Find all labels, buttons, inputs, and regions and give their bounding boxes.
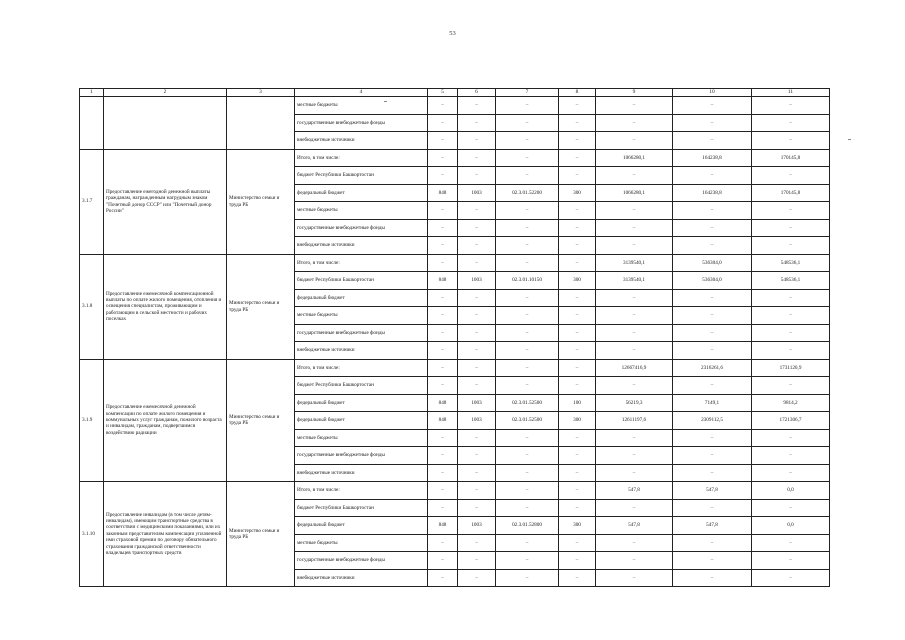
value-cell-c10: – (673, 219, 752, 237)
value-cell-c8: – (559, 237, 596, 255)
value-cell-c7: – (496, 254, 559, 272)
value-cell-c8: – (559, 482, 596, 500)
value-cell-c7: – (496, 377, 559, 395)
value-cell-c6: – (458, 202, 496, 220)
value-cell-c7: – (496, 429, 559, 447)
value-cell-c11: – (752, 237, 830, 255)
value-cell-c8: – (559, 552, 596, 570)
value-cell-c9: – (596, 167, 673, 185)
value-cell-c10: – (673, 167, 752, 185)
value-cell-c5: – (428, 114, 458, 132)
column-number: 8 (559, 89, 596, 97)
value-cell-c11: 9814,2 (752, 394, 830, 412)
value-cell-c9: – (596, 447, 673, 465)
value-cell-c8: – (559, 202, 596, 220)
funding-source: внебюджетные источники (295, 464, 428, 482)
funding-source: бюджет Республики Башкортостан (295, 272, 428, 290)
value-cell-c9: 3139540,1 (596, 272, 673, 290)
scan-speck (848, 139, 851, 140)
value-cell-c6: – (458, 464, 496, 482)
value-cell-c8: – (559, 167, 596, 185)
value-cell-c6: 1003 (458, 272, 496, 290)
responsible-body: Министерство семьи и труда РБ (227, 149, 295, 254)
value-cell-c5: – (428, 254, 458, 272)
value-cell-c5: – (428, 429, 458, 447)
value-cell-c8: – (559, 342, 596, 360)
value-cell-c5: – (428, 569, 458, 587)
value-cell-c6: – (458, 482, 496, 500)
item-code: 3.1.10 (80, 482, 104, 587)
value-cell-c5: 848 (428, 184, 458, 202)
column-number-row (80, 89, 830, 97)
funding-source: государственные внебюджетные фонды (295, 552, 428, 570)
value-cell-c10: – (673, 447, 752, 465)
value-cell-c11: 170145,8 (752, 149, 830, 167)
funding-source: государственные внебюджетные фонды (295, 219, 428, 237)
responsible-body: Министерство семьи и труда РБ (227, 482, 295, 587)
value-cell-c8: – (559, 307, 596, 325)
value-cell-c6: – (458, 132, 496, 150)
value-cell-c6: – (458, 307, 496, 325)
value-cell-c9: – (596, 534, 673, 552)
value-cell-c6: – (458, 324, 496, 342)
value-cell-c7: – (496, 237, 559, 255)
value-cell-c9: 1066280,1 (596, 184, 673, 202)
column-number: 11 (752, 89, 830, 97)
funding-source: местные бюджеты (295, 97, 428, 115)
value-cell-c10: 547,8 (673, 517, 752, 535)
value-cell-c9: – (596, 464, 673, 482)
table-row (80, 97, 830, 115)
value-cell-c8: – (559, 289, 596, 307)
value-cell-c11: – (752, 219, 830, 237)
value-cell-c10: – (673, 569, 752, 587)
column-number: 6 (458, 89, 496, 97)
column-number: 7 (496, 89, 559, 97)
value-cell-c10: – (673, 237, 752, 255)
value-cell-c6: – (458, 97, 496, 115)
value-cell-c11: – (752, 307, 830, 325)
value-cell-c8: – (559, 499, 596, 517)
value-cell-c6: 1003 (458, 517, 496, 535)
value-cell-c5: – (428, 359, 458, 377)
value-cell-c11: 548536,1 (752, 254, 830, 272)
value-cell-c8: – (559, 97, 596, 115)
value-cell-c11: – (752, 97, 830, 115)
value-cell-c11: – (752, 499, 830, 517)
value-cell-c7: – (496, 202, 559, 220)
column-number: 1 (80, 89, 104, 97)
value-cell-c7: – (496, 534, 559, 552)
value-cell-c9: – (596, 377, 673, 395)
value-cell-c5: – (428, 552, 458, 570)
value-cell-c6: 1003 (458, 394, 496, 412)
value-cell-c10: 164238,8 (673, 149, 752, 167)
funding-source: Итого, в том числе: (295, 482, 428, 500)
value-cell-c9: – (596, 97, 673, 115)
value-cell-c10: 164238,8 (673, 184, 752, 202)
value-cell-c11: – (752, 324, 830, 342)
funding-source: бюджет Республики Башкортостан (295, 167, 428, 185)
value-cell-c7: 02.3.01.52200 (496, 184, 559, 202)
item-description (104, 97, 227, 150)
value-cell-c10: – (673, 97, 752, 115)
value-cell-c7: – (496, 132, 559, 150)
value-cell-c9: – (596, 499, 673, 517)
value-cell-c8: – (559, 219, 596, 237)
value-cell-c6: – (458, 377, 496, 395)
value-cell-c7: 02.3.01.52500 (496, 412, 559, 430)
value-cell-c7: – (496, 359, 559, 377)
value-cell-c10: – (673, 552, 752, 570)
funding-source: внебюджетные источники (295, 132, 428, 150)
funding-source: государственные внебюджетные фонды (295, 114, 428, 132)
value-cell-c9: 12667416,9 (596, 359, 673, 377)
value-cell-c10: 2309112,5 (673, 412, 752, 430)
value-cell-c11: 0,0 (752, 517, 830, 535)
value-cell-c8: – (559, 132, 596, 150)
item-description: Предоставление ежегодной денежной выплаты гражданам, награжденным нагрудным знаком "Почетный донор СССР" или "Почетный донор России" (104, 149, 227, 254)
value-cell-c8: 100 (559, 394, 596, 412)
value-cell-c7: – (496, 569, 559, 587)
value-cell-c5: – (428, 97, 458, 115)
value-cell-c5: 848 (428, 272, 458, 290)
value-cell-c5: – (428, 202, 458, 220)
value-cell-c5: – (428, 219, 458, 237)
funding-source: местные бюджеты (295, 534, 428, 552)
budget-table (79, 88, 830, 587)
value-cell-c5: – (428, 324, 458, 342)
value-cell-c10: 7149,1 (673, 394, 752, 412)
funding-source: внебюджетные источники (295, 569, 428, 587)
value-cell-c11: – (752, 429, 830, 447)
item-code: 3.1.8 (80, 254, 104, 359)
value-cell-c7: 02.3.01.52800 (496, 517, 559, 535)
value-cell-c5: 848 (428, 394, 458, 412)
value-cell-c6: – (458, 149, 496, 167)
item-description: Предоставление ежемесячной компенсационной выплаты по оплате жилого помещения, отопления и освещения специалистам, проживающим и работающим в сельской местности и рабочих поселках (104, 254, 227, 359)
value-cell-c8: – (559, 534, 596, 552)
value-cell-c9: 12611197,6 (596, 412, 673, 430)
value-cell-c11: – (752, 569, 830, 587)
value-cell-c8: – (559, 149, 596, 167)
value-cell-c10: 536304,0 (673, 272, 752, 290)
value-cell-c8: – (559, 464, 596, 482)
value-cell-c11: – (752, 342, 830, 360)
funding-source: Итого, в том числе: (295, 359, 428, 377)
value-cell-c9: – (596, 342, 673, 360)
value-cell-c10: 547,8 (673, 482, 752, 500)
value-cell-c10: – (673, 342, 752, 360)
item-code (80, 97, 104, 150)
value-cell-c8: – (559, 359, 596, 377)
value-cell-c9: – (596, 429, 673, 447)
value-cell-c5: – (428, 167, 458, 185)
funding-source: бюджет Республики Башкортостан (295, 499, 428, 517)
value-cell-c8: – (559, 429, 596, 447)
funding-source: местные бюджеты (295, 202, 428, 220)
value-cell-c5: – (428, 377, 458, 395)
value-cell-c10: – (673, 377, 752, 395)
value-cell-c9: – (596, 324, 673, 342)
funding-source: государственные внебюджетные фонды (295, 447, 428, 465)
value-cell-c6: – (458, 254, 496, 272)
funding-source: федеральный бюджет (295, 412, 428, 430)
value-cell-c7: – (496, 499, 559, 517)
responsible-body (227, 97, 295, 150)
value-cell-c7: 02.3.01.10150 (496, 272, 559, 290)
column-number: 3 (227, 89, 295, 97)
value-cell-c7: – (496, 289, 559, 307)
scan-speck (384, 101, 387, 102)
value-cell-c6: 1003 (458, 412, 496, 430)
value-cell-c11: 1731120,9 (752, 359, 830, 377)
value-cell-c9: – (596, 552, 673, 570)
value-cell-c8: 300 (559, 517, 596, 535)
value-cell-c5: – (428, 534, 458, 552)
value-cell-c8: – (559, 447, 596, 465)
value-cell-c8: – (559, 324, 596, 342)
value-cell-c10: 2316261,6 (673, 359, 752, 377)
column-number: 5 (428, 89, 458, 97)
value-cell-c6: – (458, 534, 496, 552)
value-cell-c11: – (752, 289, 830, 307)
value-cell-c11: 548536,1 (752, 272, 830, 290)
value-cell-c8: 300 (559, 184, 596, 202)
value-cell-c7: – (496, 464, 559, 482)
value-cell-c7: – (496, 447, 559, 465)
column-number: 4 (295, 89, 428, 97)
value-cell-c6: – (458, 359, 496, 377)
value-cell-c5: – (428, 464, 458, 482)
table-row (80, 254, 830, 272)
funding-source: федеральный бюджет (295, 184, 428, 202)
column-number: 9 (596, 89, 673, 97)
value-cell-c5: – (428, 237, 458, 255)
responsible-body: Министерство семьи и труда РБ (227, 359, 295, 482)
value-cell-c5: – (428, 342, 458, 360)
value-cell-c5: – (428, 447, 458, 465)
funding-source: внебюджетные источники (295, 237, 428, 255)
funding-source: бюджет Республики Башкортостан (295, 377, 428, 395)
value-cell-c11: – (752, 377, 830, 395)
value-cell-c11: 1721306,7 (752, 412, 830, 430)
value-cell-c6: – (458, 499, 496, 517)
value-cell-c7: – (496, 97, 559, 115)
funding-source: федеральный бюджет (295, 517, 428, 535)
item-code: 3.1.7 (80, 149, 104, 254)
value-cell-c11: 170145,8 (752, 184, 830, 202)
value-cell-c10: – (673, 464, 752, 482)
value-cell-c9: – (596, 569, 673, 587)
value-cell-c11: – (752, 132, 830, 150)
value-cell-c9: – (596, 219, 673, 237)
funding-source: Итого, в том числе: (295, 254, 428, 272)
item-description: Предоставление инвалидам (в том числе детям-инвалидам), имеющим транспортные средства в соответствии с медицинскими показаниями, или их законным представителям компенсации уплаченной ими страховой премии по договору обязательного страхования гражданской ответственности владельцев транспортных средств (104, 482, 227, 587)
value-cell-c9: – (596, 202, 673, 220)
value-cell-c5: – (428, 482, 458, 500)
responsible-body: Министерство семьи и труда РБ (227, 254, 295, 359)
funding-source: государственные внебюджетные фонды (295, 324, 428, 342)
value-cell-c6: – (458, 429, 496, 447)
value-cell-c5: – (428, 289, 458, 307)
table-row (80, 149, 830, 167)
value-cell-c8: – (559, 254, 596, 272)
value-cell-c9: 1066280,1 (596, 149, 673, 167)
value-cell-c5: – (428, 307, 458, 325)
value-cell-c5: 848 (428, 517, 458, 535)
value-cell-c9: – (596, 237, 673, 255)
value-cell-c6: – (458, 237, 496, 255)
value-cell-c7: – (496, 482, 559, 500)
value-cell-c11: – (752, 464, 830, 482)
table-row (80, 359, 830, 377)
column-number: 10 (673, 89, 752, 97)
value-cell-c5: – (428, 499, 458, 517)
value-cell-c9: – (596, 114, 673, 132)
value-cell-c9: 56219,3 (596, 394, 673, 412)
value-cell-c7: – (496, 219, 559, 237)
value-cell-c5: – (428, 132, 458, 150)
value-cell-c6: – (458, 447, 496, 465)
value-cell-c10: – (673, 132, 752, 150)
value-cell-c9: 3139540,1 (596, 254, 673, 272)
value-cell-c9: 547,8 (596, 482, 673, 500)
value-cell-c6: – (458, 289, 496, 307)
value-cell-c7: – (496, 149, 559, 167)
value-cell-c11: – (752, 552, 830, 570)
value-cell-c10: – (673, 429, 752, 447)
value-cell-c8: – (559, 114, 596, 132)
value-cell-c10: 536304,0 (673, 254, 752, 272)
value-cell-c6: 1003 (458, 184, 496, 202)
value-cell-c9: – (596, 132, 673, 150)
value-cell-c7: – (496, 114, 559, 132)
value-cell-c7: – (496, 552, 559, 570)
value-cell-c11: – (752, 534, 830, 552)
funding-source: внебюджетные источники (295, 342, 428, 360)
value-cell-c6: – (458, 167, 496, 185)
value-cell-c7: – (496, 324, 559, 342)
value-cell-c8: – (559, 377, 596, 395)
value-cell-c8: 300 (559, 272, 596, 290)
value-cell-c8: – (559, 569, 596, 587)
funding-source: федеральный бюджет (295, 394, 428, 412)
funding-source: местные бюджеты (295, 307, 428, 325)
value-cell-c10: – (673, 114, 752, 132)
value-cell-c7: – (496, 307, 559, 325)
value-cell-c9: – (596, 289, 673, 307)
funding-source: федеральный бюджет (295, 289, 428, 307)
value-cell-c7: – (496, 342, 559, 360)
value-cell-c11: 0,0 (752, 482, 830, 500)
value-cell-c6: – (458, 342, 496, 360)
table-row (80, 482, 830, 500)
value-cell-c9: – (596, 307, 673, 325)
value-cell-c6: – (458, 569, 496, 587)
value-cell-c6: – (458, 219, 496, 237)
value-cell-c7: 02.3.01.52500 (496, 394, 559, 412)
item-code: 3.1.9 (80, 359, 104, 482)
value-cell-c10: – (673, 499, 752, 517)
funding-source: Итого, в том числе: (295, 149, 428, 167)
value-cell-c6: – (458, 552, 496, 570)
value-cell-c11: – (752, 202, 830, 220)
value-cell-c8: 300 (559, 412, 596, 430)
page-number: 53 (449, 30, 456, 37)
value-cell-c11: – (752, 114, 830, 132)
value-cell-c5: 848 (428, 412, 458, 430)
column-number: 2 (104, 89, 227, 97)
value-cell-c7: – (496, 167, 559, 185)
value-cell-c10: – (673, 202, 752, 220)
value-cell-c6: – (458, 114, 496, 132)
value-cell-c11: – (752, 447, 830, 465)
value-cell-c10: – (673, 534, 752, 552)
item-description: Предоставление ежемесячной денежной компенсации по оплате жилого помещения и коммунальных услуг гражданам, пожилого возраста и инвалидам, гражданам, подвергшимся воздействию радиации (104, 359, 227, 482)
funding-source: местные бюджеты (295, 429, 428, 447)
value-cell-c10: – (673, 307, 752, 325)
value-cell-c5: – (428, 149, 458, 167)
value-cell-c11: – (752, 167, 830, 185)
value-cell-c9: 547,8 (596, 517, 673, 535)
value-cell-c10: – (673, 289, 752, 307)
value-cell-c10: – (673, 324, 752, 342)
